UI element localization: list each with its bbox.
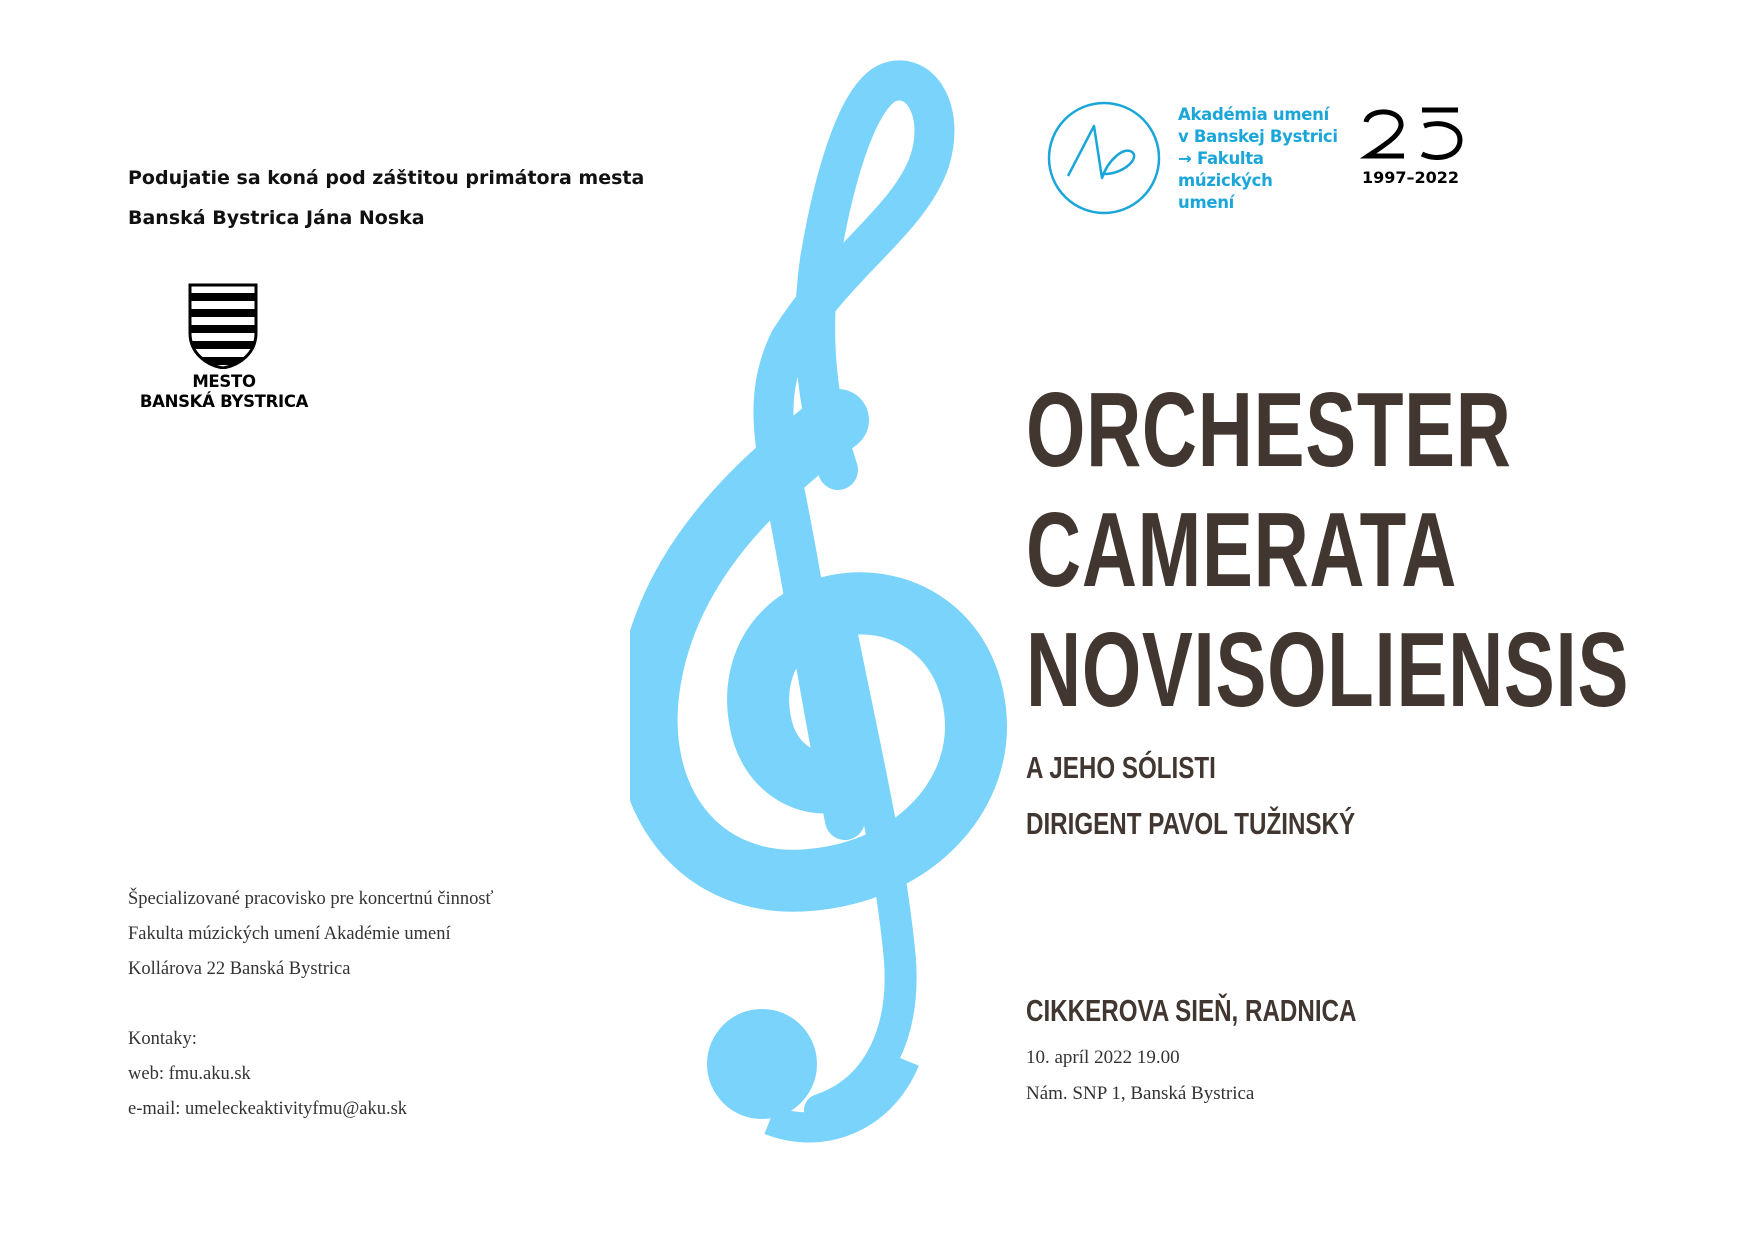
contact-email: e-mail: umeleckeaktivityfmu@aku.sk	[128, 1099, 408, 1119]
info-line-3: Kollárova 22 Banská Bystrica	[128, 959, 351, 979]
aku-line-1: Akadémia umení	[1178, 105, 1329, 124]
concert-title	[1026, 370, 1629, 730]
subtitle-conductor: DIRIGENT PAVOL TUŽINSKÝ	[1026, 806, 1356, 841]
patronage-line-2: Banská Bystrica Jána Noska	[128, 207, 425, 229]
title-line-1: ORCHESTER	[1026, 371, 1512, 489]
city-logo-line-1: MESTO	[192, 372, 256, 391]
city-logo	[134, 283, 314, 413]
patronage-line-1: Podujatie sa koná pod záštitou primátora mesta	[128, 167, 645, 189]
title-line-3: NOVISOLIENSIS	[1026, 611, 1630, 729]
anniversary-years: 1997–2022	[1362, 168, 1460, 187]
venue-name: CIKKEROVA SIEŇ, RADNICA	[1026, 993, 1357, 1028]
concert-subtitle	[1026, 740, 1355, 852]
aku-logo-text	[1178, 104, 1338, 214]
aku-line-2: v Banskej Bystrici	[1178, 127, 1338, 146]
event-address: Nám. SNP 1, Banská Bystrica	[1026, 1083, 1255, 1104]
city-logo-line-2: BANSKÁ BYSTRICA	[139, 392, 309, 411]
patronage-text	[128, 158, 728, 238]
anniversary-25-icon	[1360, 104, 1470, 164]
aku-line-4: múzických	[1178, 171, 1273, 190]
info-spacer	[128, 987, 648, 1022]
organizer-info	[128, 882, 648, 1127]
info-line-1: Špecializované pracovisko pre koncertnú činnosť	[128, 889, 494, 909]
info-line-2: Fakulta múzických umení Akadémie umení	[128, 924, 451, 944]
contacts-label: Kontaky:	[128, 1029, 197, 1049]
event-datetime: 10. apríl 2022 19.00	[1026, 1047, 1180, 1068]
city-shield-icon	[188, 283, 258, 369]
anniversary-logo	[1360, 104, 1470, 194]
title-line-2: CAMERATA	[1026, 491, 1458, 609]
aku-line-3: → Fakulta	[1178, 149, 1264, 168]
contact-web: web: fmu.aku.sk	[128, 1064, 251, 1084]
aku-circle-icon	[1046, 100, 1162, 216]
aku-logo	[1046, 100, 1336, 220]
subtitle-soloists: A JEHO SÓLISTI	[1026, 750, 1216, 785]
city-logo-text	[134, 372, 314, 412]
event-details	[1026, 1040, 1254, 1112]
aku-line-5: umení	[1178, 193, 1235, 212]
